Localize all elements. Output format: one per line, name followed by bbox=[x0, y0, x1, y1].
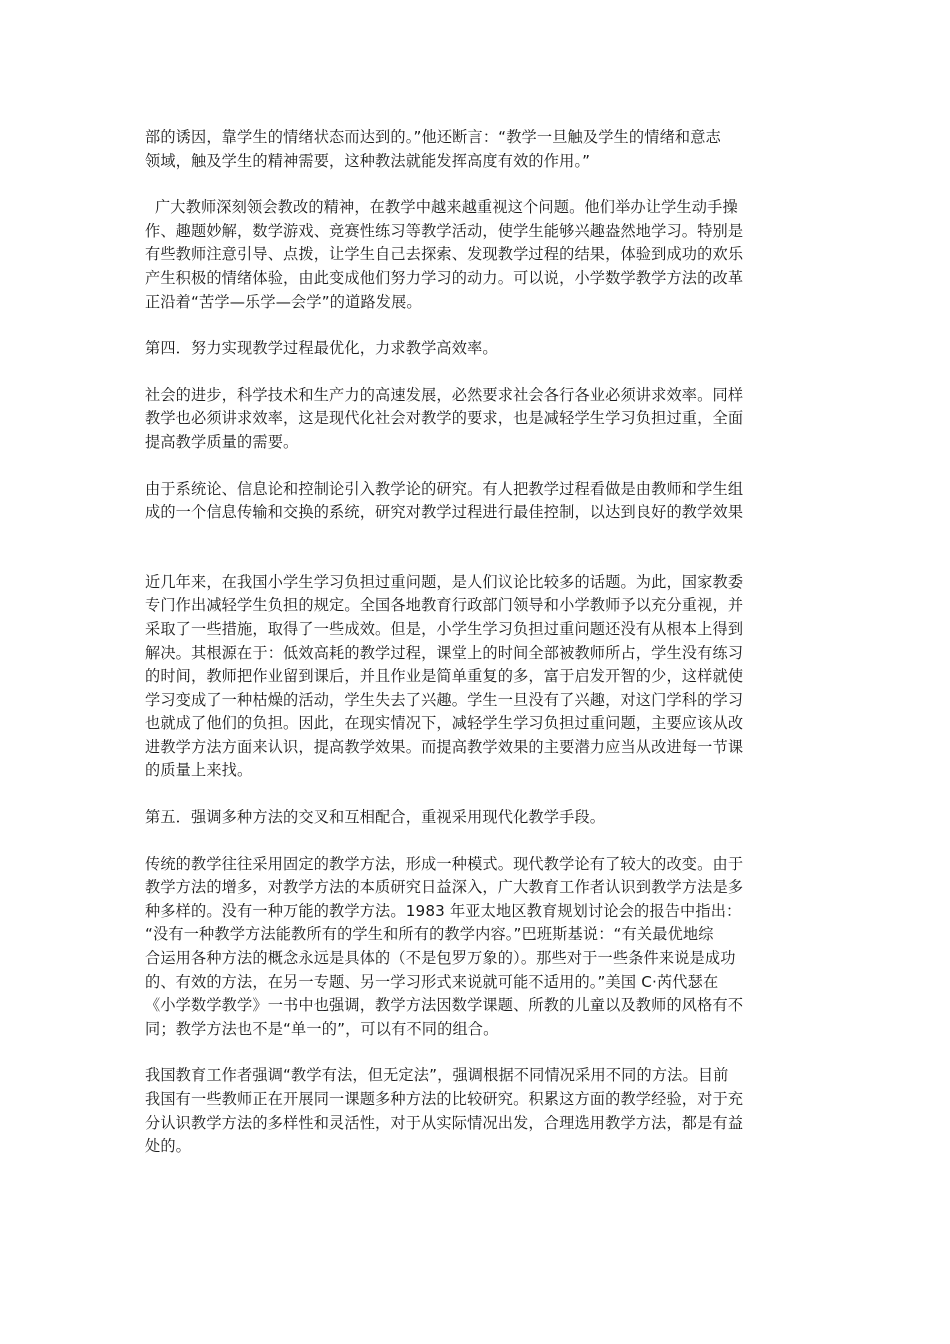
paragraph-gap bbox=[145, 361, 810, 384]
paragraph-gap bbox=[145, 173, 810, 196]
section-heading-five bbox=[145, 806, 810, 830]
text-line: 的、有效的方法，在另一专题、另一学习形式来说就可能不适用的。”美国 C·芮代瑟在 bbox=[145, 972, 719, 991]
paragraph-emotion-quote bbox=[145, 126, 810, 173]
paragraph-no-fixed-method bbox=[145, 1064, 810, 1158]
paragraph-systems-theory bbox=[145, 478, 810, 525]
text-line: “没有一种教学方法能教所有的学生和所有的教学内容。”巴班斯基说：“有关最优地综 bbox=[145, 925, 714, 944]
paragraph-efficiency bbox=[145, 384, 810, 455]
text-line: 合运用各种方法的概念永远是具体的（不是包罗万象的）。那些对于一些条件来说是成功 bbox=[145, 949, 736, 968]
text-line: 进教学方法方面来认识，提高教学效果。而提高教学效果的主要潜力应当从改进每一节课 bbox=[145, 737, 744, 756]
paragraph-burden bbox=[145, 571, 810, 783]
text-line: 成的一个信息传输和交换的系统，研究对教学过程进行最佳控制，以达到良好的教学效果 bbox=[145, 503, 744, 522]
text-line: 也就成了他们的负担。因此，在现实情况下，减轻学生学习负担过重问题，主要应该从改 bbox=[145, 714, 744, 733]
text-line: 社会的进步，科学技术和生产力的高速发展，必然要求社会各行各业必须讲求效率。同样 bbox=[145, 385, 744, 404]
text-line: 教学也必须讲求效率，这是现代化社会对教学的要求，也是减轻学生学习负担过重，全面 bbox=[145, 409, 744, 428]
text-line: 处的。 bbox=[145, 1137, 192, 1156]
text-line: 同；教学方法也不是“单一的”，可以有不同的组合。 bbox=[145, 1019, 499, 1038]
paragraph-gap bbox=[145, 455, 810, 478]
text-line: 第四．努力实现教学过程最优化，力求教学高效率。 bbox=[145, 339, 498, 358]
text-line: 广大教师深刻领会教改的精神，在教学中越来越重视这个问题。他们举办让学生动手操 bbox=[145, 198, 738, 217]
text-line: 我国有一些教师正在开展同一课题多种方法的比较研究。积累这方面的教学经验，对于充 bbox=[145, 1090, 744, 1108]
document-page bbox=[145, 126, 810, 1159]
text-line: 种多样的。没有一种万能的教学方法。1983 年亚太地区教育规划讨论会的报告中指出： bbox=[145, 901, 742, 920]
paragraph-gap bbox=[145, 830, 810, 853]
section-heading-four bbox=[145, 337, 810, 361]
paragraph-traditional-methods bbox=[145, 853, 810, 1042]
text-line: 第五．强调多种方法的交叉和互相配合，重视采用现代化教学手段。 bbox=[145, 808, 606, 827]
text-line: 产生积极的情绪体验，由此变成他们努力学习的动力。可以说，小学数学教学方法的改革 bbox=[145, 268, 744, 287]
paragraph-teacher-reform bbox=[145, 196, 810, 314]
text-line: 的时间，教师把作业留到课后，并且作业是简单重复的多，富于启发开智的少，这样就使 bbox=[145, 667, 744, 686]
text-line: 分认识教学方法的多样性和灵活性，对于从实际情况出发，合理选用教学方法，都是有益 bbox=[145, 1113, 744, 1132]
paragraph-gap bbox=[145, 1041, 810, 1064]
text-line: 近几年来，在我国小学生学习负担过重问题，是人们议论比较多的话题。为此，国家教委 bbox=[145, 572, 744, 591]
text-line: 《小学数学教学》一书中也强调，教学方法因数学课题、所教的儿童以及教师的风格有不 bbox=[145, 996, 744, 1015]
text-line: 我国教育工作者强调“教学有法，但无定法”，强调根据不同情况采用不同的方法。目前 bbox=[145, 1066, 729, 1085]
text-line: 专门作出减轻学生负担的规定。全国各地教育行政部门领导和小学教师予以充分重视，并 bbox=[145, 596, 744, 615]
text-line: 的质量上来找。 bbox=[145, 761, 253, 780]
paragraph-gap bbox=[145, 783, 810, 806]
text-line: 提高教学质量的需要。 bbox=[145, 432, 299, 451]
text-line: 教学方法的增多，对教学方法的本质研究日益深入，广大教育工作者认识到教学方法是多 bbox=[145, 878, 744, 897]
text-line: 学习变成了一种枯燥的活动，学生失去了兴趣。学生一旦没有了兴趣，对这门学科的学习 bbox=[145, 690, 744, 709]
text-line: 部的诱因，靠学生的情绪状态而达到的。”他还断言：“教学一旦触及学生的情绪和意志 bbox=[145, 128, 721, 146]
text-line: 解决。其根源在于：低效高耗的教学过程，课堂上的时间全部被教师所占，学生没有练习 bbox=[145, 643, 744, 662]
text-line: 领域，触及学生的精神需要，这种教法就能发挥高度有效的作用。” bbox=[145, 151, 591, 170]
paragraph-gap bbox=[145, 314, 810, 337]
text-line: 作、趣题妙解，数学游戏、竞赛性练习等教学活动，使学生能够兴趣盎然地学习。特别是 bbox=[145, 221, 744, 240]
text-line: 正沿着“苦学—乐学—会学”的道路发展。 bbox=[145, 292, 422, 311]
text-line: 传统的教学往往采用固定的教学方法，形成一种模式。现代教学论有了较大的改变。由于 bbox=[145, 854, 744, 873]
text-line: 采取了一些措施，取得了一些成效。但是，小学生学习负担过重问题还没有从根本上得到 bbox=[145, 619, 744, 638]
paragraph-gap-large bbox=[145, 525, 810, 571]
text-line: 有些教师注意引导、点拨，让学生自己去探索、发现教学过程的结果，体验到成功的欢乐 bbox=[145, 245, 744, 264]
text-line: 由于系统论、信息论和控制论引入教学论的研究。有人把教学过程看做是由教师和学生组 bbox=[145, 479, 744, 498]
